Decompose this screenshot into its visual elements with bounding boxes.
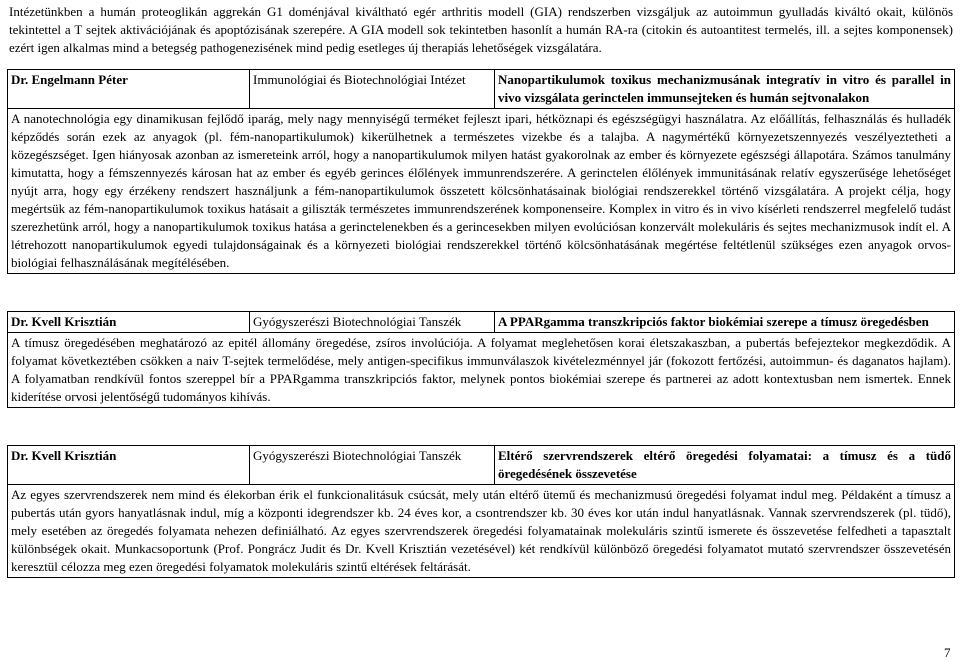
project-description: A nanotechnológia egy dinamikusan fejlődő iparág, mely nagy mennyiségű terméket fejleszt ipari, hétköznapi és egészségügyi használatra. Az előállítás, felhasználás és hulladék képződés során ezek az anyagok (pl. fém-nanopartikulumok) kikerülhetnek a természetes vizekbe és a talajba. A nagymértékű környezetszennyezés veszélyeztetheti a közegészséget. Igen hiányosak azonban az ismereteink arról, hogy a nanopartikulumok milyen hatást gyakorolnak az ember és környezete egészségi állapotára. Számos tanulmány kimutatta, hogy a fémszennyezés károsan hat az ember és egyéb gerinces élőlények immunrendszerére. A gerinctelen élőlények immunitásának relatív egyszerűsége lehetőséget nyújt arra, hogy egy érzékeny rendszert használjunk a fém-nanopartikulumok összetett kölcsönhatásainak biológiai rendszerekkel történő vizsgálatára. A projekt célja, hogy megértsük az fém-nanopartikulumok toxikus hatásait a giliszták természetes immunrendszerének komponenseire. Komplex in vitro és in vivo kísérleti rendszerrel megfelelő tudást szerezhetünk arról, hogy a nanopartikulumok toxikus hatása a gerinctelenekben és a gerincesekben milyen evolúciósan konzervált molekuláris és sejtes mechanizmusok indít el. A létrehozott nanopartikulumok egyedi tulajdonságainak és a környezeti biológiai rendszerekkel történő kölcsönhatásának megértése feltétlenül szükséges ezen anyagok orvos-biológiai felhasználásának megítélésében. bbox=[8, 109, 955, 274]
project-header-row bbox=[8, 446, 955, 485]
project-title: Eltérő szervrendszerek eltérő öregedési folyamatai: a tímusz és a tüdő öregedésének összevetése bbox=[495, 446, 955, 485]
project-body-row bbox=[8, 109, 955, 274]
project-institute: Gyógyszerészi Biotechnológiai Tanszék bbox=[250, 312, 495, 333]
project-table-1 bbox=[7, 69, 955, 274]
intro-paragraph: Intézetünkben a humán proteoglikán aggrekán G1 doménjával kiváltható egér arthritis modell (GIA) rendszerben vizsgáljuk az autoimmun gyulladás kiváltó okait, különös tekintettel a T sejtek aktivációjának és apoptózisának szerepére. A GIA modell sok tekintetben hasonlít a humán RA-ra (citokin és autoantitest termelés, ill. a sejtes komponensek) ezért igen alkalmas mind a betegség pathogenezisének mind pedig esetleges új therapiás lehetőségek vizsgálatára. bbox=[9, 4, 953, 55]
project-table-2 bbox=[7, 311, 955, 408]
project-body-row bbox=[8, 333, 955, 408]
project-leader: Dr. Kvell Krisztián bbox=[8, 446, 250, 485]
project-title: A PPARgamma transzkripciós faktor biokémiai szerepe a tímusz öregedésben bbox=[495, 312, 955, 333]
project-title: Nanopartikulumok toxikus mechanizmusának integratív in vitro és parallel in vivo vizsgálata gerinctelen immunsejteken és humán sejtvonalakon bbox=[495, 70, 955, 109]
project-leader: Dr. Kvell Krisztián bbox=[8, 312, 250, 333]
project-header-row bbox=[8, 312, 955, 333]
project-description: Az egyes szervrendszerek nem mind és élekorban érik el funkcionalitásuk csúcsát, mely után eltérő ütemű és mechanizmusú öregedési folyamat indul meg. Példaként a tímusz a pubertás után gyors hanyatlásnak indul, míg a központi idegrendszer kb. 24 éves kor, a csontrendszer kb. 30 éves kor után indul hanyatlásnak. Vannak szervrendszerek (pl. tüdő), mely esetében az öregedés folyamata nehezen definiálható. Az egyes szervrendszerek öregedési folyamatainak molekuláris szintű ismerete és összevetése felfedheti a tapasztalt különbségek okait. Munkacsoportunk (Prof. Pongrácz Judit és Dr. Kvell Krisztián vezetésével) két rendkívül különböző öregedési folyamatot mutató szervrendszer összevetésén keresztül célozza meg ezen öregedési folyamatok molekuláris szintű eltérések feltárását. bbox=[8, 485, 955, 578]
project-header-row bbox=[8, 70, 955, 109]
page-number: 7 bbox=[944, 645, 951, 660]
project-leader: Dr. Engelmann Péter bbox=[8, 70, 250, 109]
project-body-row bbox=[8, 485, 955, 578]
project-institute: Gyógyszerészi Biotechnológiai Tanszék bbox=[250, 446, 495, 485]
project-table-3 bbox=[7, 445, 955, 578]
project-institute: Immunológiai és Biotechnológiai Intézet bbox=[250, 70, 495, 109]
project-description: A tímusz öregedésében meghatározó az epitél állomány öregedése, zsíros involúciója. A folyamat meglehetősen korai életszakaszban, a pubertás befejeztekor megkezdődik. A folyamat következtében csökken a naiv T-sejtek termelődése, mely antigen-specifikus immunválaszok kivételezménnyel jár (fokozott fertőzési, autoimmun- és daganatos hajlam). A folyamatban rendkívül fontos szereppel bír a PPARgamma transzkripciós faktor, melynek pontos biokémiai szerepe és partnerei az adott kontextusban nem ismertek. Ennek kiderítése orvosi jelentőségű tudományos kihívás. bbox=[8, 333, 955, 408]
